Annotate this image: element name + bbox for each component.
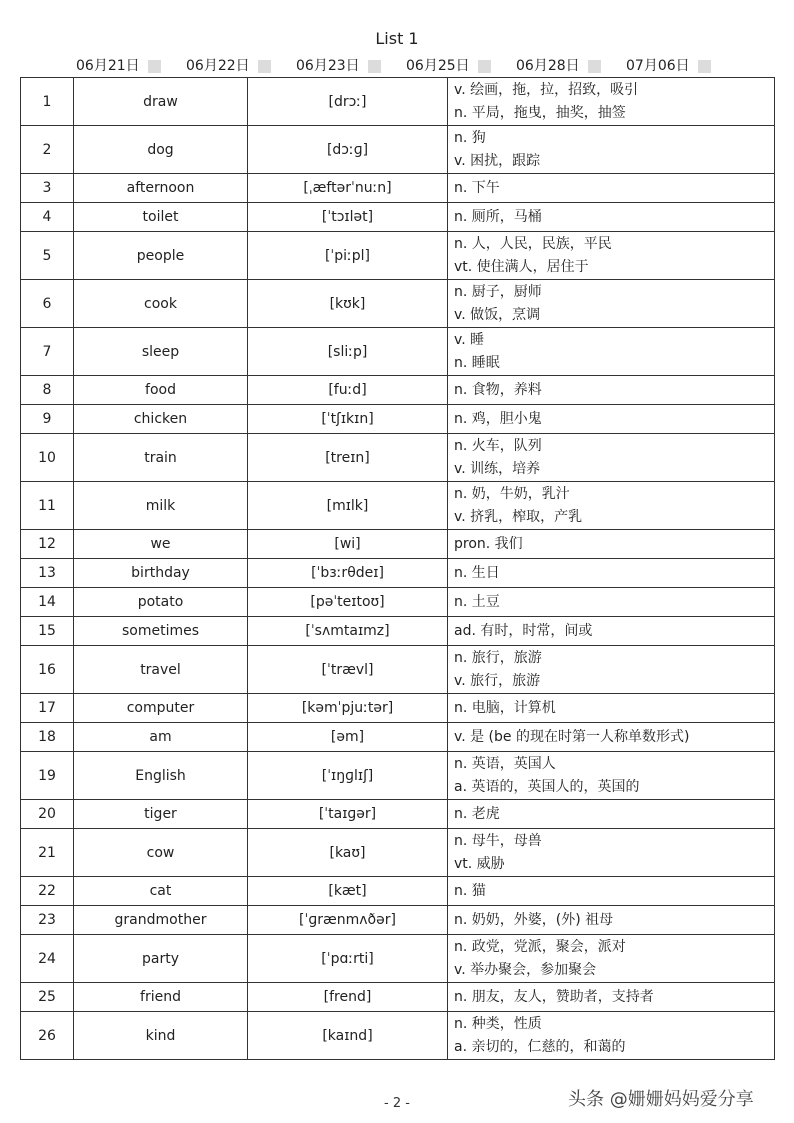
meaning-cell (448, 1012, 775, 1060)
word-cell: milk (74, 482, 248, 530)
row-number: 20 (21, 800, 74, 829)
pronunciation-cell: [ˈbɜːrθdeɪ] (248, 559, 448, 588)
word-cell: chicken (74, 405, 248, 434)
meaning-cell (448, 126, 775, 174)
pronunciation-cell: [ˈpɑːrti] (248, 935, 448, 983)
review-date-label: 06月25日 (406, 58, 470, 74)
review-checkbox[interactable] (698, 60, 711, 73)
review-date (406, 57, 516, 75)
meaning-cell (448, 906, 775, 935)
table-row (21, 530, 775, 559)
row-number: 5 (21, 232, 74, 280)
pronunciation-cell: [frend] (248, 983, 448, 1012)
pronunciation-cell: [treɪn] (248, 434, 448, 482)
pronunciation-cell: [ˈɪŋɡlɪʃ] (248, 752, 448, 800)
word-cell: sleep (74, 328, 248, 376)
table-row (21, 405, 775, 434)
table-row (21, 174, 775, 203)
meaning-line: v. 绘画，拖，拉，招致，吸引 (454, 81, 639, 98)
word-cell: dog (74, 126, 248, 174)
meaning-line: n. 老虎 (454, 805, 500, 822)
pronunciation-cell: [ˈtʃɪkɪn] (248, 405, 448, 434)
meaning-line: n. 奶，牛奶，乳汁 (454, 485, 570, 502)
row-number: 9 (21, 405, 74, 434)
meaning-line: v. 训练，培养 (454, 460, 541, 477)
review-date (186, 57, 296, 75)
pronunciation-cell: [kaɪnd] (248, 1012, 448, 1060)
meaning-cell (448, 800, 775, 829)
meaning-line: n. 奶奶，外婆，(外) 祖母 (454, 911, 614, 928)
word-cell: friend (74, 983, 248, 1012)
meaning-cell (448, 78, 775, 126)
word-cell: we (74, 530, 248, 559)
row-number: 17 (21, 694, 74, 723)
pronunciation-cell: [ˈtrævl] (248, 646, 448, 694)
meaning-cell (448, 829, 775, 877)
review-checkbox[interactable] (258, 60, 271, 73)
review-checkbox[interactable] (588, 60, 601, 73)
review-date-label: 07月06日 (626, 58, 690, 74)
meaning-cell (448, 280, 775, 328)
meaning-cell (448, 232, 775, 280)
review-checkbox[interactable] (148, 60, 161, 73)
word-cell: am (74, 723, 248, 752)
row-number: 6 (21, 280, 74, 328)
table-row (21, 126, 775, 174)
word-cell: computer (74, 694, 248, 723)
pronunciation-cell: [fuːd] (248, 376, 448, 405)
pronunciation-cell: [kaʊ] (248, 829, 448, 877)
meaning-cell (448, 588, 775, 617)
meaning-line: n. 电脑，计算机 (454, 699, 556, 716)
word-cell: afternoon (74, 174, 248, 203)
word-cell: tiger (74, 800, 248, 829)
word-cell: cook (74, 280, 248, 328)
table-row (21, 280, 775, 328)
table-row (21, 723, 775, 752)
word-cell: cat (74, 877, 248, 906)
meaning-cell (448, 482, 775, 530)
meaning-line: n. 土豆 (454, 593, 500, 610)
row-number: 15 (21, 617, 74, 646)
row-number: 1 (21, 78, 74, 126)
meaning-line: n. 狗 (454, 129, 486, 146)
review-date (296, 57, 406, 75)
table-row (21, 482, 775, 530)
row-number: 10 (21, 434, 74, 482)
pronunciation-cell: [ˈsʌmtaɪmz] (248, 617, 448, 646)
meaning-line: v. 举办聚会，参加聚会 (454, 961, 597, 978)
table-row (21, 800, 775, 829)
row-number: 2 (21, 126, 74, 174)
word-cell: train (74, 434, 248, 482)
watermark: 头条 @姗姗妈妈爱分享 (568, 1089, 754, 1110)
pronunciation-cell: [dɔːɡ] (248, 126, 448, 174)
meaning-line: v. 是 (be 的现在时第一人称单数形式) (454, 728, 690, 745)
meaning-cell (448, 559, 775, 588)
pronunciation-cell: [kəmˈpjuːtər] (248, 694, 448, 723)
word-cell: English (74, 752, 248, 800)
table-row (21, 877, 775, 906)
meaning-line: ad. 有时，时常，间或 (454, 622, 593, 639)
meaning-line: n. 食物，养料 (454, 381, 542, 398)
word-cell: travel (74, 646, 248, 694)
word-cell: draw (74, 78, 248, 126)
pronunciation-cell: [ˈtɔɪlət] (248, 203, 448, 232)
meaning-line: a. 英语的，英国人的，英国的 (454, 778, 640, 795)
vocabulary-table (20, 77, 775, 1060)
table-row (21, 588, 775, 617)
pronunciation-cell: [ˌæftərˈnuːn] (248, 174, 448, 203)
row-number: 12 (21, 530, 74, 559)
pronunciation-cell: [wi] (248, 530, 448, 559)
meaning-line: n. 母牛，母兽 (454, 832, 542, 849)
table-row (21, 328, 775, 376)
meaning-cell (448, 877, 775, 906)
meaning-line: n. 朋友，友人，赞助者，支持者 (454, 988, 654, 1005)
table-row (21, 203, 775, 232)
row-number: 3 (21, 174, 74, 203)
meaning-line: n. 睡眠 (454, 354, 500, 371)
pronunciation-cell: [ˈpiːpl] (248, 232, 448, 280)
pronunciation-cell: [kæt] (248, 877, 448, 906)
pronunciation-cell: [ˈtaɪɡər] (248, 800, 448, 829)
meaning-line: n. 政党，党派，聚会，派对 (454, 938, 626, 955)
pronunciation-cell: [ˈɡrænmʌðər] (248, 906, 448, 935)
word-cell: party (74, 935, 248, 983)
row-number: 7 (21, 328, 74, 376)
review-date-label: 06月23日 (296, 58, 360, 74)
meaning-line: n. 厕所，马桶 (454, 208, 542, 225)
pronunciation-cell: [drɔː] (248, 78, 448, 126)
table-row (21, 434, 775, 482)
row-number: 22 (21, 877, 74, 906)
meaning-line: n. 旅行，旅游 (454, 649, 542, 666)
word-cell: birthday (74, 559, 248, 588)
meaning-line: vt. 威胁 (454, 855, 505, 872)
meaning-cell (448, 203, 775, 232)
table-row (21, 935, 775, 983)
meaning-line: v. 做饭，烹调 (454, 306, 541, 323)
meaning-line: vt. 使住满人，居住于 (454, 258, 589, 275)
meaning-cell (448, 174, 775, 203)
row-number: 26 (21, 1012, 74, 1060)
word-cell: sometimes (74, 617, 248, 646)
meaning-cell (448, 376, 775, 405)
table-row (21, 983, 775, 1012)
meaning-cell (448, 434, 775, 482)
meaning-cell (448, 328, 775, 376)
review-date (626, 57, 736, 75)
meaning-line: n. 平局，拖曳，抽奖，抽签 (454, 104, 626, 121)
table-row (21, 752, 775, 800)
review-dates (76, 56, 736, 76)
table-row (21, 694, 775, 723)
meaning-cell (448, 694, 775, 723)
meaning-line: v. 困扰，跟踪 (454, 152, 541, 169)
review-checkbox[interactable] (478, 60, 491, 73)
word-cell: grandmother (74, 906, 248, 935)
meaning-line: n. 猫 (454, 882, 486, 899)
word-cell: cow (74, 829, 248, 877)
review-date (516, 57, 626, 75)
word-cell: potato (74, 588, 248, 617)
table-row (21, 78, 775, 126)
review-date (76, 57, 186, 75)
row-number: 21 (21, 829, 74, 877)
word-cell: food (74, 376, 248, 405)
meaning-line: a. 亲切的，仁慈的，和蔼的 (454, 1038, 626, 1055)
meaning-line: n. 厨子，厨师 (454, 283, 542, 300)
row-number: 13 (21, 559, 74, 588)
meaning-cell (448, 935, 775, 983)
review-date-label: 06月22日 (186, 58, 250, 74)
list-title: List 1 (375, 29, 419, 48)
meaning-line: n. 人，人民，民族，平民 (454, 235, 612, 252)
word-cell: kind (74, 1012, 248, 1060)
word-cell: people (74, 232, 248, 280)
pronunciation-cell: [sliːp] (248, 328, 448, 376)
row-number: 19 (21, 752, 74, 800)
pronunciation-cell: [mɪlk] (248, 482, 448, 530)
pronunciation-cell: [kʊk] (248, 280, 448, 328)
row-number: 18 (21, 723, 74, 752)
row-number: 14 (21, 588, 74, 617)
table-row (21, 1012, 775, 1060)
meaning-cell (448, 752, 775, 800)
review-checkbox[interactable] (368, 60, 381, 73)
meaning-line: v. 睡 (454, 331, 485, 348)
meaning-cell (448, 646, 775, 694)
meaning-line: n. 下午 (454, 179, 500, 196)
review-date-label: 06月28日 (516, 58, 580, 74)
table-row (21, 906, 775, 935)
meaning-cell (448, 617, 775, 646)
row-number: 11 (21, 482, 74, 530)
word-cell: toilet (74, 203, 248, 232)
row-number: 24 (21, 935, 74, 983)
table-row (21, 376, 775, 405)
row-number: 23 (21, 906, 74, 935)
meaning-line: pron. 我们 (454, 535, 523, 552)
table-row (21, 617, 775, 646)
meaning-line: n. 英语，英国人 (454, 755, 556, 772)
row-number: 8 (21, 376, 74, 405)
meaning-cell (448, 530, 775, 559)
pronunciation-cell: [əm] (248, 723, 448, 752)
review-date-label: 06月21日 (76, 58, 140, 74)
meaning-line: v. 旅行，旅游 (454, 672, 541, 689)
row-number: 4 (21, 203, 74, 232)
meaning-line: n. 火车，队列 (454, 437, 542, 454)
table-row (21, 829, 775, 877)
meaning-cell (448, 405, 775, 434)
meaning-line: n. 种类，性质 (454, 1015, 542, 1032)
table-row (21, 559, 775, 588)
meaning-line: n. 生日 (454, 564, 500, 581)
meaning-cell (448, 983, 775, 1012)
pronunciation-cell: [pəˈteɪtoʊ] (248, 588, 448, 617)
meaning-cell (448, 723, 775, 752)
row-number: 25 (21, 983, 74, 1012)
row-number: 16 (21, 646, 74, 694)
meaning-line: n. 鸡，胆小鬼 (454, 410, 542, 427)
meaning-line: v. 挤乳，榨取，产乳 (454, 508, 583, 525)
page-number: - 2 - (384, 1096, 410, 1111)
table-row (21, 646, 775, 694)
table-row (21, 232, 775, 280)
